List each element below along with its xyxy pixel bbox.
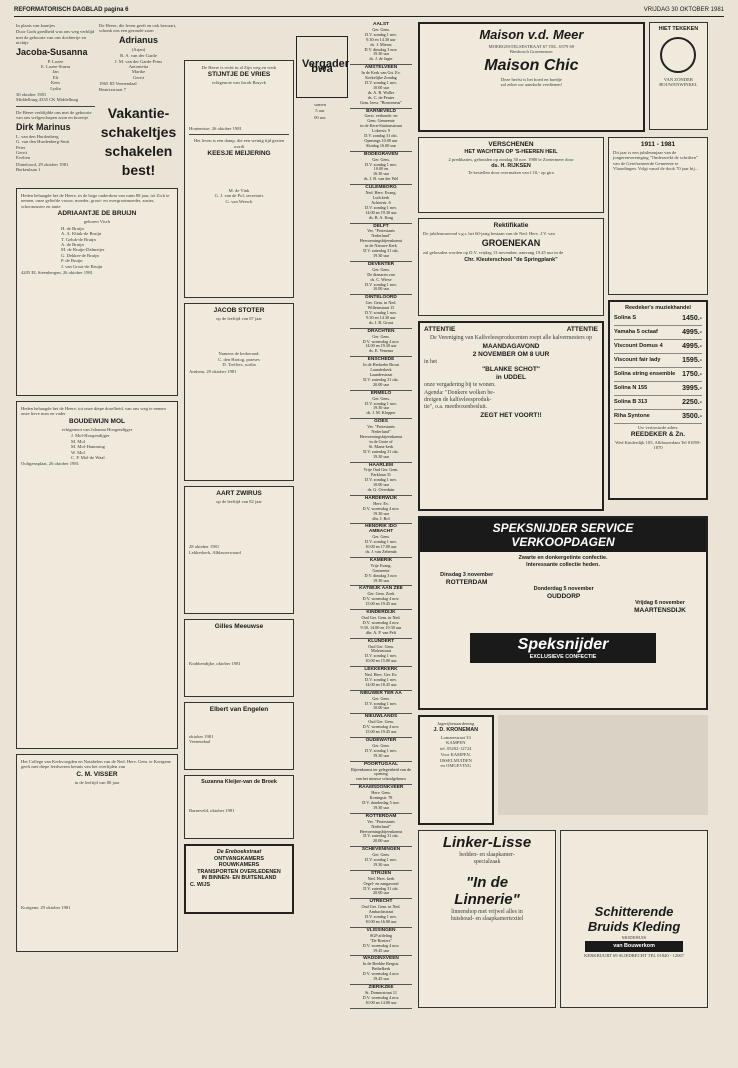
calendar-entry — [350, 667, 412, 691]
notice-date-9: 28 oktober 1981 Lekkerkerk, Alblasserwaard — [189, 544, 241, 555]
calendar-details: Ger. Gem. D.V. zondag 1 nov. 10.00 en 17.00 uur ds. J. van Zebenda — [365, 534, 397, 554]
calendar-entry — [350, 785, 412, 814]
deceased-name-9: Elbert van Engelen — [209, 706, 269, 713]
notice-meeuwse — [184, 619, 294, 697]
hiet-title: HIET TEKEKEN — [658, 26, 699, 32]
family-list: H. de Bruijn A. A. Klink-de Bruijn T. Geluk-de Bruijn A. de Bruijn M. de Bruijn-Dalmeijer G. Dekker-de Bruijn P. de Bruijn J. van Groot-de Bruijn — [61, 225, 105, 269]
calendar-entry — [350, 738, 412, 762]
notice-body-4: Heden behaagde het de Heere, in de hoge ouderdom van ruim 88 jaar, tot Zich te nemen, onze geliefde vrouw, moeder, groot- en overgrootmoeder, zuster, schoonzuster en tante — [21, 193, 170, 209]
price-row — [614, 382, 702, 396]
linnerie-title: "In de Linnerie" — [454, 874, 520, 908]
notice-intro: In plaats van kaartjes — [16, 23, 55, 28]
rektifikatie-venue: Chr. Kleuterschool "de Springplank" — [464, 256, 558, 263]
notice-body: Door Gods goedheid was ons weg verblijd met de geboorte van ons dochtertje en nichtje — [16, 29, 95, 46]
calendar-details: Ger. Gem. D.V. zondag 1 nov. 10.00 en 16.30 uur ds. J. B. van der Wel — [363, 156, 399, 182]
calendar-entry — [350, 295, 412, 328]
calendar-place: CULEMBORG — [365, 185, 397, 191]
attentie-in: in het — [424, 359, 438, 365]
reedeker-footer: Uw vertrouwde adres: — [637, 424, 679, 430]
funeral-ad-title: De Ereboekstraat — [216, 849, 262, 855]
price-row — [614, 410, 702, 424]
calendar-details: Vrije Oud Ger. Gem. Parklaan 31 D.V. zondag 1 nov. 10.00 uur ds. G. Overduin — [363, 467, 399, 493]
child-name-3: Adrianus — [118, 34, 158, 45]
notice-parents-3: B. A. van der Garde J. M. van der Garde-Prins Antonietta Marike Gerrit — [114, 53, 163, 80]
calendar-details: Herv. Gem. Koningstr. 78 D.V. donderdag 5 nov. 19.30 uur — [362, 790, 400, 810]
column-2 — [184, 60, 294, 1040]
notice-kleijer — [184, 775, 294, 839]
calendar-entry — [350, 419, 412, 462]
notice-body-5: Heden behaagde het de Heere, tot onze diepe droefheid, van ons weg te nemen onze lieve man en vader — [21, 406, 166, 417]
bruids-label: MODEHUIS — [621, 935, 647, 940]
signatories-2: Namens de kerkeraad: C. den Hartog, praeses D. Treffers, scriba — [218, 351, 260, 368]
sale-city-2: OUDDORP — [547, 592, 581, 600]
calendar-place: HENDRIK IDO AMBACHT — [365, 524, 397, 535]
vakantie-slogan: Vakantie-schakeltjes schakelen best! — [100, 105, 177, 179]
calendar-details: St. Domusstraat 11 D.V. woensdag 4 nov. 10.00 en 14.00 uur — [362, 989, 400, 1005]
calendar-entry — [350, 329, 412, 358]
notice-date-11: oktober 1981 Veenendaal — [189, 734, 214, 745]
deceased-birthname: geboren Visch — [83, 219, 111, 225]
header-date: VRIJDAG 30 OKTOBER 1981 — [643, 7, 724, 13]
verschenen-title: VERSCHENEN — [488, 141, 534, 148]
kroneman-name: J. D. KRONEMAN — [433, 727, 479, 734]
calendar-entry — [350, 639, 412, 668]
attentie-agenda: Agenda: "Donkere wolken be- dreigen de kalfsvleesproduk- tie", o.a. meetboxenbesluit. — [424, 389, 495, 410]
speksnijder-ad — [418, 516, 708, 710]
reedeker-brand: REEDEKER & Zn. — [630, 430, 686, 438]
calendar-details: Oud Ger. Gem. D.V. woensdag 4 nov. 15.00 en 19.45 uur — [362, 719, 400, 735]
vergader-logo-text: Vergader bwa — [302, 57, 350, 75]
deceased-name-5: KEESJE MEIJERING — [207, 150, 271, 158]
price-item-name: Solina N 155 — [614, 384, 648, 391]
maison-name: Maison v.d. Meer — [479, 27, 584, 42]
calendar-details: Ned. Herv. kerk Orgel- en zangavond D.V. zaterdag 31 okt. 20.00 uur — [363, 875, 399, 896]
attentie-place: "BLANKE SCHOT" in UDDEL — [482, 366, 540, 382]
calendar-place: NIEUWER TER AA — [360, 690, 402, 696]
notice-date-2: Dinteloord, 29 oktober 1981 Berkenlaan 1 — [16, 161, 69, 173]
calendar-entry — [350, 22, 412, 65]
notice-date: 30 oktober 1981 Middelburg 4335 CK Middelburg — [16, 92, 79, 103]
attentie-title-right: ATTENTIE — [566, 326, 598, 333]
rektifikatie-ad — [418, 218, 604, 316]
calendar-place: ERMELO — [370, 390, 392, 396]
sale-date-3: Vrijdag 6 november — [635, 600, 685, 606]
calendar-entry — [350, 357, 412, 390]
calendar-entry — [350, 65, 412, 108]
price-item-value: 1450.- — [682, 314, 702, 322]
funeral-ad-line1: ONTVANGKAMERS — [214, 855, 264, 862]
calendar-details: Gerst. verbonds- en Gem. Gemeente in de Kern-Stationsstraat Lokerstr. 9 D.V. zondag 31 okt. Openings 10.00 uur Slotdag 16.00 uur — [360, 113, 402, 148]
deceased-name-7: AART ZWIRUS — [216, 490, 262, 497]
price-item-name: Solina S — [614, 314, 637, 321]
price-row — [614, 368, 702, 382]
maison-chic: Maison Chic — [484, 56, 579, 74]
notice-date-3: 1965 JD Veenendaal Beatrixstraat 7 — [99, 81, 137, 92]
bridal-photo — [498, 715, 708, 815]
death-notice-de-bruijn — [16, 188, 178, 396]
notice-van-engelen — [184, 702, 294, 770]
child-name: Jacoba-Susanna — [16, 46, 88, 57]
meeting-time-2: 00 uur — [314, 114, 326, 120]
linker-subtitle: bedden- en slaapkamer- specialzaak — [459, 852, 515, 865]
price-item-value: 4995.- — [682, 342, 702, 350]
column-5 — [418, 22, 708, 1052]
calendar-details: Ger. Gem. Zoek D.V. woensdag 4 nov. 15.00 en 19.45 uur — [362, 591, 400, 607]
birth-notice-1 — [16, 22, 95, 180]
verschenen-order: Te bestellen door overmaken van f 10,- op giro — [467, 170, 555, 176]
calendar-details: Ger. Gem. D.V. woensdag 4 nov. 14.00 en 19.30 uur ds. E. Venema — [362, 333, 400, 354]
calendar-place: DRACHTEN — [367, 328, 395, 334]
calendar-details: Ger. Gem. D.V. zondag 1 nov. 19.30 uur ds. J. M. Klopper — [365, 395, 397, 416]
calendar-place: BARNEVELD — [366, 108, 396, 114]
calendar-place: BODEGRAVEN — [363, 151, 399, 157]
calendar-entry — [350, 586, 412, 610]
notice-date-12: Barneveld, oktober 1981 — [189, 807, 235, 813]
reedeker-price-list — [614, 312, 702, 424]
calendar-place: KINDERDIJK — [366, 610, 396, 616]
price-item-value: 1750.- — [682, 370, 702, 378]
deceased-spouse-2: echtgenote van Jacob Bruyck — [212, 80, 266, 86]
speksnijder-title-2: VERKOOPDAGEN — [511, 535, 615, 549]
calendar-place: HAARLEM — [369, 462, 393, 468]
left-subcolumn — [418, 137, 604, 516]
jubilee-notice — [608, 137, 708, 295]
kroneman-region: Voor KAMPEN, IJSSELMUIDEN en OMGEVING — [439, 752, 472, 768]
speksnijder-title-1: SPEKSNIJDER SERVICE — [492, 521, 634, 535]
calendar-details: Ned. Herv. Evang. Luth.kerk Achterstr. 6 D.V. zondag 1 nov. 14.00 en 19.30 uur ds. B. A. Krug — [365, 190, 397, 220]
calendar-details: Herv. Ev. D.V. woensdag 4 nov. 19.30 uur dhr. J. Bol — [362, 500, 400, 521]
death-notice-de-vries — [184, 60, 294, 298]
deceased-name-3: C. M. VISSER — [76, 770, 118, 778]
notice-body-3: De Heere, die leven geeft en ook bewaart, schonk ons een gezonde zoon — [99, 23, 177, 34]
verschenen-subtitle: HET WACHTEN OP 'S-HEEREN HEIL — [464, 149, 558, 155]
sale-city-1: ROTTERDAM — [445, 578, 488, 586]
sale-date-2: Donderdag 5 november — [533, 586, 594, 592]
calendar-entry — [350, 956, 412, 985]
calendar-entry — [350, 524, 412, 557]
rektifikatie-title: Rektifikatie — [493, 222, 529, 229]
calendar-details: Oud Ger. Gem. Molenstraat D.V. zondag 1 nov. 10.00 en 15.00 uur — [365, 643, 397, 664]
header-masthead: REFORMATORISCH DAGBLAD pagina 6 — [14, 7, 129, 13]
notice-parents-2: L. van den Hurdenberg G. van den Hurdenberg-Smit Peter Gerrit Evelien — [16, 133, 70, 161]
notice-body-6: Het College van Kerkvoogden en Notabelen van de Ned. Herv. Gem. te Kortgene geeft met diepe leedwezen kennis van het overlijden van — [21, 759, 171, 770]
calendar-entry — [350, 391, 412, 420]
right-subcolumn — [608, 137, 708, 516]
calendar-details: Ger. Gem. De dienaren van ds. C. Wiese D.V. zondag 1 nov. 10.00 uur — [365, 266, 397, 292]
price-row — [614, 312, 702, 326]
calendar-details: Oud Ger. Gem. in Ned. D.V. woensdag 4 nov. 9.30, 14.00 en 19.30 uur dhr. A. P. van Pelt — [360, 614, 402, 635]
deceased-name-6: JACOB STOTER — [213, 307, 265, 314]
notice-date-10: Krabbendijke, oktober 1981 — [189, 661, 241, 666]
calendar-entry — [350, 109, 412, 152]
sale-city-3: MAARTENSDIJK — [634, 606, 686, 614]
notice-date-6: Kortgene, 29 oktober 1981 — [21, 905, 71, 911]
quote-2: Het leven is een damp, die een weinig tijd gezien wordt — [193, 138, 285, 149]
speksnijder-brand: Speksnijder — [517, 635, 609, 653]
calendar-entry — [350, 899, 412, 928]
maison-tagline: Deze herfst is het hoed en hoedje zal zeker uw aandacht verdienen! — [500, 76, 563, 88]
calendar-place: AALST — [373, 22, 389, 27]
death-notice-mol — [16, 401, 178, 749]
birth-notice-2 — [99, 22, 178, 180]
attentie-footer: ZEGT HET VOORT!! — [480, 411, 542, 419]
rektifikatie-body: De jubileumavond v.g.r. het 60-jarig bestaan van de Ned. Herv. J.V. van — [423, 231, 555, 236]
column-3 — [296, 36, 350, 1026]
deceased-name-8: Gilles Meeuwse — [214, 623, 264, 630]
hiet-ad — [649, 22, 708, 130]
funeral-ad-line3: TRANSPORTEN OVERLEDENEN — [197, 868, 281, 875]
calendar-place: ENSCHEDE — [367, 357, 395, 363]
calendar-details: Ger. Gem. D.V. zondag 1 nov. 19.30 uur — [365, 742, 397, 758]
bruids-address: KERKBUURT 69 SLIEDRECHT TEL 01840 - 12067 — [584, 952, 684, 958]
calendar-place: KATWIJK AAN ZEE — [359, 586, 403, 592]
signatories: M. de Vink G. J. van de Pol, secretaris G. van Wersch — [214, 188, 264, 204]
calendar-place: POORTUGAAL — [363, 761, 399, 767]
price-item-name: Solina string ensemble — [614, 370, 676, 377]
jubilee-body: Dit jaar is een jubileumjaar van de jongerenvereniging "Onderzoekt de schriften" van de Gereformeerde Gemeente te Vlaardingen. Volgt vanaf de dook 70 jaar bij... — [613, 150, 699, 172]
attentie-title-left: ATTENTIE — [424, 326, 456, 333]
calendar-place: VLISSINGEN — [366, 927, 396, 933]
notice-date-5: Ooltgensplaat, 26 oktober 1981 — [21, 461, 79, 467]
rektifikatie-place: GROENEKAN — [481, 238, 541, 249]
funeral-ad-footer: C. WIJS — [190, 881, 211, 888]
calendar-place: STRIJEN — [370, 870, 392, 876]
notice-body-2: De Heere verblijdde ons met de geboorte van ons welgeschapen zoon en broertje — [16, 109, 92, 121]
calendar-place: DINTELOORD — [365, 295, 397, 301]
verschenen-author: ds. H. RIJKSEN — [491, 162, 531, 169]
calendar-place: NIEUWLANDS — [364, 714, 398, 720]
deceased-name-10: Suzanna Kleijer-van de Broek — [201, 779, 277, 785]
price-item-value: 1595.- — [682, 356, 702, 364]
calendar-place: OUDEWATER — [365, 738, 397, 743]
notice-parents: P. Lozee E. Lozee-Sturm Jan Eli Kees Lydia — [40, 58, 71, 91]
verschenen-ad — [418, 137, 604, 213]
calendar-entry — [350, 610, 412, 639]
page-header — [14, 6, 724, 17]
calendar-details: Ger. Gem. D.V. zondag 1 nov. 19.30 uur — [365, 852, 397, 867]
calendar-entry — [350, 463, 412, 496]
deceased-age-2: op de leeftijd van 67 jaar — [216, 316, 262, 321]
bruids-ad — [560, 830, 708, 1008]
church-calendar — [350, 22, 412, 1032]
calendar-details: Ver. "Protestants Nederland" Hervormingsbijeenkomst in de Grote of St. Maria-kerk D.V. zaterdag 31 okt. 19.30 uur — [359, 424, 403, 459]
calendar-entry — [350, 847, 412, 871]
calendar-details: Ver. "Protestants Nederland" Hervormingsbijeenkomst in de Nieuwe Kerk D.V. zaterdag 31 okt. 19.30 uur — [359, 228, 403, 258]
logo-subtext: samen — [314, 102, 326, 107]
attentie-body: De Vereniging van Kalfsvleesproducenten roept alle kalvermesters op — [430, 335, 592, 341]
calendar-entry — [350, 496, 412, 525]
calendar-entry — [350, 714, 412, 738]
price-row — [614, 340, 702, 354]
kroneman-label: Jagerijbenaardening — [437, 721, 475, 726]
linnerie-subtitle: linnenshop met vrijwel alles in huishoud- en slaapkamertextiel — [450, 909, 524, 922]
attentie-date: MAANDAGAVOND 2 NOVEMBER OM 8 UUR — [472, 343, 550, 358]
calendar-place: KAMERIK — [369, 557, 393, 563]
linker-title: Linker-Lisse — [442, 834, 532, 851]
bruids-title: Schitterende Bruids Kleding — [587, 904, 681, 934]
notice-date-4: 4205 EL Steenbergen, 26 oktober 1981 — [21, 269, 93, 275]
quote: De Heere is recht in al Zijn weg en werk — [201, 65, 277, 70]
calendar-place: DEVENTER — [367, 261, 395, 267]
deceased-name-4: STIJNTJE DE VRIES — [207, 71, 271, 79]
death-notice-zwirus — [184, 486, 294, 614]
calendar-entry — [350, 762, 412, 786]
reedeker-address: Wed Kinderdijk 105, Alblasserdam Tel 01859-1870 — [615, 439, 701, 451]
calendar-details: In de Beekbe Bergstr. Bethelkerk D.V. woensdag 4 nov. 19.45 uur — [362, 961, 400, 982]
price-item-name: Viscount fair lady — [614, 356, 661, 363]
deceased-age: in de leeftijd van 80 jaar — [74, 779, 120, 785]
calendar-details: Ger. Gem. D.V. zondag 1 nov. 10.00 uur — [365, 695, 397, 711]
calendar-place: ZIERIKZEE — [368, 984, 394, 990]
calendar-place: AMSTELVEEN — [364, 65, 398, 71]
calendar-place: ROTTERDAM — [365, 813, 397, 819]
rektifikatie-body-2: zal gehouden worden op D.V. vrijdag 13 november, aanvang 19.45 uur in de — [423, 250, 564, 256]
family-list-2: J. Mol-Hoogendijger M. Mol M. Mol-Hamming W. Mol C. P. Mol-de Waal — [71, 433, 110, 460]
sale-date-1: Dinsdag 3 november — [440, 572, 494, 578]
deceased-name: ADRIAANTJE DE BRUIJN — [57, 210, 137, 218]
calendar-entry — [350, 558, 412, 587]
deceased-spouse: echtgenoot van Johanna Hoogendijger — [61, 426, 133, 432]
calendar-details: Vrije Evang. Gemeente D.V. dinsdag 3 nov. 19.30 uur — [364, 562, 398, 583]
price-row — [614, 326, 702, 340]
calendar-details: Ned. Herv. Ger. Ev. D.V. zondag 1 nov. 14.00 en 18.45 uur — [364, 672, 398, 687]
calendar-entry — [350, 152, 412, 185]
maison-address: MOERGESTELSESTRAAT 67 TEL. 6579 69 Biesbosch Gravenmoer — [488, 44, 575, 55]
reedeker-ad — [608, 300, 708, 500]
child-nickname: (Arjan) — [131, 46, 146, 52]
calendar-place: SCHEVENINGEN — [361, 847, 401, 853]
calendar-details: Oud Ger. Gem. in Ned. Ambachtstraat D.V. zondag 1 nov. 10.00 en 16.00 uur — [361, 904, 401, 924]
calendar-entry — [350, 814, 412, 847]
calendar-entry — [350, 871, 412, 900]
calendar-place: WADDINXVEEN — [363, 956, 399, 962]
price-item-name: Riha Syntone — [614, 412, 650, 419]
calendar-entry — [350, 691, 412, 715]
hiet-subtitle: VAN ZONDER BOUWENWINKEL — [659, 76, 698, 87]
verschenen-body: 2 predikaties, gehouden op zondag 30 nov. 1980 te Zoetermeer door — [448, 156, 574, 162]
calendar-details: Ver. "Protestants Nederland" Hervormingsbijeenkomst D.V. zaterdag 31 okt. 20.00 uur — [359, 818, 403, 844]
funeral-ad-line4: IN BINNEN- EN BUITENLAND — [201, 875, 277, 881]
price-item-name: Yamaha 5 octaaf — [614, 328, 658, 335]
calendar-place: RAAMSDONKVEER — [358, 785, 404, 791]
price-item-value: 4995.- — [682, 328, 702, 336]
speksnijder-tagline: EXCLUSIEVE CONFECTIE — [529, 653, 597, 660]
calendar-place: KLUNDERT — [367, 638, 395, 644]
speksnijder-subtitle: Zwarte en donkergetinte confectie. Interessante collectie heden. — [518, 555, 608, 568]
calendar-place: GOES — [374, 419, 388, 425]
attentie-ad — [418, 321, 604, 511]
calendar-details: In de Kerk van Grt. Ev. Kerkelijke Zondag D.V. zondag 1 nov. 10.00 uur ds. A. B. Waller ds. C. de Peuter Gem. leesr. "Borromeus" — [359, 70, 403, 105]
price-item-name: Solina B 313 — [614, 398, 648, 405]
deceased-age-3: op de leeftijd van 82 jaar — [216, 499, 262, 504]
price-item-value: 3500.- — [682, 412, 702, 420]
price-row — [614, 396, 702, 410]
funeral-ad-line2: ROUWKAMERS — [218, 862, 260, 868]
calendar-entry — [350, 185, 412, 223]
bruids-brand: van Bouwerkom — [585, 941, 683, 952]
calendar-details: SGP afdeling "De Roeiers" D.V. woensdag 4 nov. 19.45 uur — [362, 932, 400, 953]
reedeker-title: Reedeker's muziekhandel — [625, 305, 691, 311]
calendar-details: Ger. Gem. in Ned. Willemstraat 15 D.V. zondag 1 nov. 9.30 en 14.30 uur ds. J. B. Groot — [365, 300, 397, 325]
child-name-2: Dirk Marinus — [16, 121, 71, 132]
death-notice-visser — [16, 754, 178, 952]
vergader-logo — [296, 36, 348, 98]
jubilee-title: 1911 - 1981 — [640, 141, 676, 148]
price-row — [614, 354, 702, 368]
calendar-place: LEKKERKERK — [364, 667, 398, 673]
calendar-place: HARDERWIJK — [364, 495, 398, 501]
funeral-ad — [184, 844, 294, 914]
price-item-value: 3995.- — [682, 384, 702, 392]
column-1 — [16, 22, 178, 1042]
linker-lisse-ad — [418, 830, 556, 1008]
price-item-name: Viscount Domus 4 — [614, 342, 663, 349]
calendar-entry — [350, 224, 412, 262]
calendar-entry — [350, 985, 412, 1009]
kroneman-ad — [418, 715, 494, 825]
meeting-time-1: 5 uur — [315, 108, 325, 114]
calendar-place: DELFT — [373, 223, 389, 229]
calendar-place: UTRECHT — [369, 899, 393, 905]
death-notice-stoter — [184, 303, 294, 481]
notice-date-7: Hontenisse, 26 oktober 1981 — [189, 125, 242, 131]
maison-ad — [418, 22, 645, 132]
price-item-value: 2250.- — [682, 398, 702, 406]
calendar-entry — [350, 928, 412, 957]
notice-date-8: Arnhem, 29 oktober 1981 — [189, 368, 237, 374]
kroneman-address: Lomarestraat 33 KAMPEN tel. 05202-12724 — [440, 734, 472, 751]
calendar-details: Ger. Gem. D.V. zondag 1 nov. 9.30 en 14.30 uur ds. J. Mieras D.V. dinsdag 3 nov. 19.30 uur ds. J. de Jager — [364, 26, 398, 62]
calendar-details: In de Herkrebe Brout Laanderkerk Laanderstraat D.V. zaterdag 31 okt. 20.00 uur — [363, 362, 399, 387]
hiet-emblem-icon — [660, 37, 696, 73]
attentie-call: onze vergadering bij te wonen. — [424, 382, 496, 389]
deceased-name-2: BOUDEWIJN MOL — [69, 417, 125, 425]
calendar-entry — [350, 262, 412, 295]
calendar-details: Bijeenkomst ter gelegenheid van de opening van het nieuwe schoolgebouw — [350, 766, 411, 782]
